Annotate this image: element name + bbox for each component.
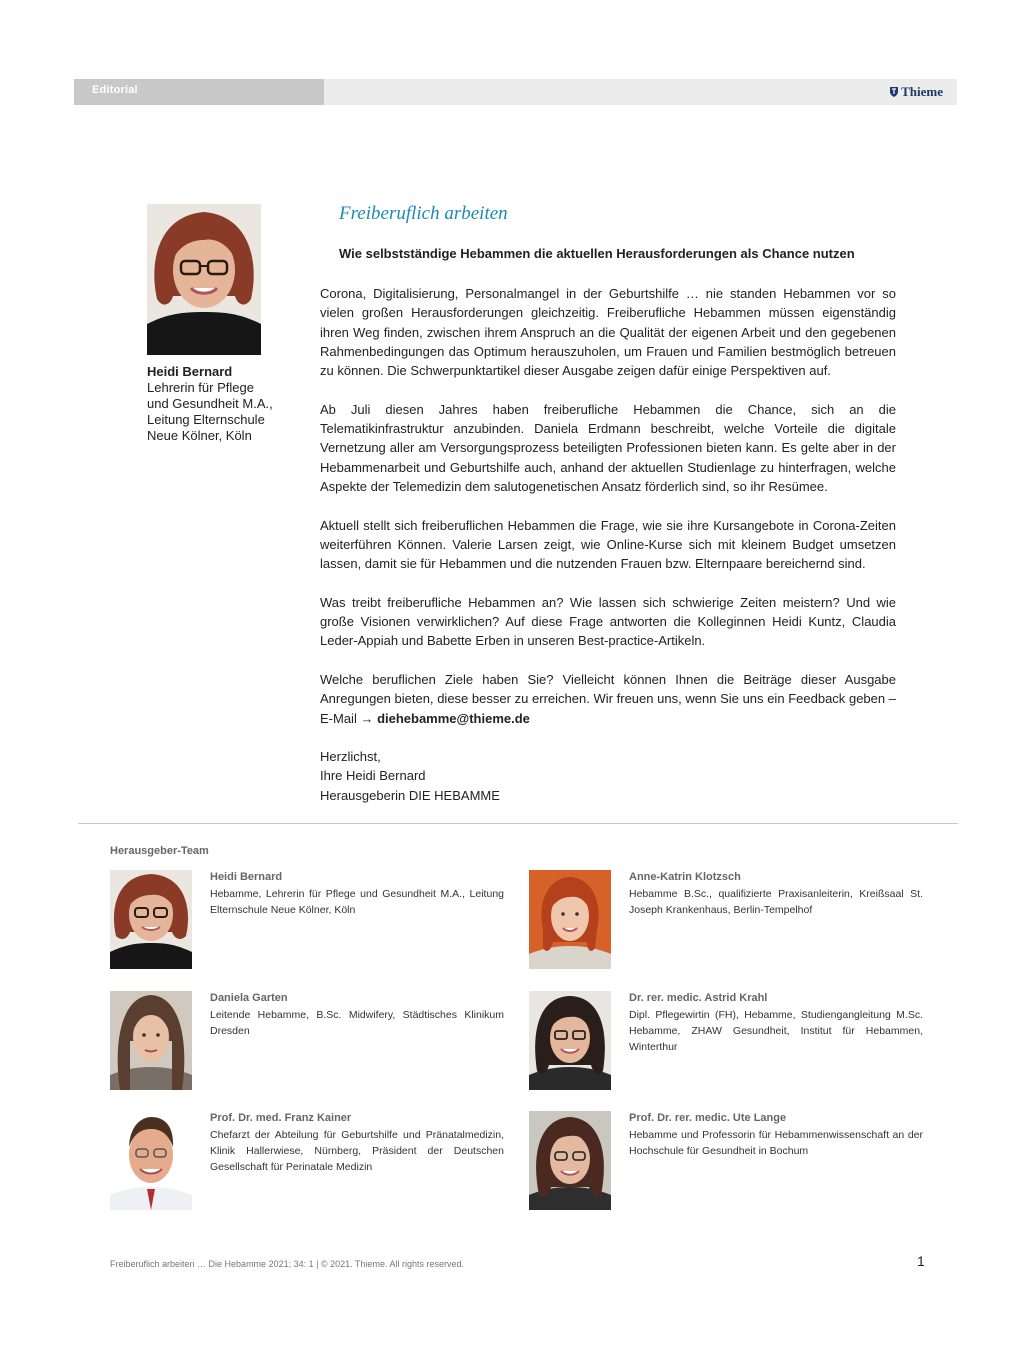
section-label: Editorial bbox=[92, 84, 138, 96]
publisher-logo bbox=[889, 84, 943, 100]
member-name: Anne-Katrin Klotzsch bbox=[629, 871, 741, 883]
article-body bbox=[320, 284, 896, 747]
team-member bbox=[529, 870, 949, 970]
member-photo bbox=[110, 991, 192, 1090]
team-member bbox=[110, 870, 530, 970]
signoff-line: Ihre Heidi Bernard bbox=[320, 768, 426, 784]
thieme-shield-icon bbox=[889, 86, 899, 98]
author-line: Neue Kölner, Köln bbox=[147, 428, 252, 443]
author-line: und Gesundheit M.A., bbox=[147, 396, 273, 411]
member-description: Hebamme und Professorin für Hebammenwissenschaft an der Hochschule für Gesundheit in Bochum bbox=[629, 1129, 923, 1157]
article-title: Freiberuflich arbeiten bbox=[339, 203, 508, 224]
team-member bbox=[110, 991, 530, 1091]
contact-text: Welche beruflichen Ziele haben Sie? Vielleicht können Ihnen die Beiträge dieser Ausgabe Anregungen bieten, diese besser zu erreichen. Wir freuen uns, wenn Sie uns ein Feedback geben – E-Mail → bbox=[320, 671, 896, 726]
member-name: Dr. rer. medic. Astrid Krahl bbox=[629, 992, 768, 1004]
body-paragraph: Corona, Digitalisierung, Personalmangel in der Geburtshilfe … nie standen Hebammen vor so vielen großen Herausforderungen gleichzeitig. Freiberufliche Hebammen müssen eigenständig ihren Weg finden, zwischen ihrem Anspruch an die Qualität der eigenen Arbeit und den gegebenen Rahmenbedingungen das Optimum herauszuholen, um Frauen und Familien bestmöglich betreuen zu können. Die Schwerpunktartikel dieser Ausgabe zeigen dafür einige Perspektiven auf. bbox=[320, 286, 896, 379]
author-line: Lehrerin für Pflege bbox=[147, 380, 254, 395]
header-bar bbox=[74, 79, 957, 105]
member-name: Daniela Garten bbox=[210, 992, 288, 1004]
member-photo bbox=[529, 1111, 611, 1210]
email-link[interactable]: diehebamme@thieme.de bbox=[377, 710, 530, 726]
member-photo bbox=[529, 870, 611, 969]
member-name: Prof. Dr. med. Franz Kainer bbox=[210, 1112, 352, 1124]
body-paragraph: Ab Juli diesen Jahres haben freiberufliche Hebammen die Chance, sich an die Telematikinfrastruktur anzubinden. Daniela Erdmann beschreibt, welche Vorteile die digitale Vernetzung aller am Versorgungsprozess beteiligten Professionen bieten kann. Es gelte aber in der Hebammenarbeit und Geburtshilfe auch, anhand der aktuellen Studienlage zu hinterfragen, welche Aspekte der Telemedizin dem salutogenetischen Ansatz förderlich sind, so ihr Resümee. bbox=[320, 401, 896, 494]
member-description: Chefarzt der Abteilung für Geburtshilfe und Pränatalmedizin, Klinik Hallerwiese, Nürnberg, Präsident der Deutschen Gesellschaft für Perinatale Medizin bbox=[210, 1129, 504, 1173]
signoff-line: Herausgeberin DIE HEBAMME bbox=[320, 787, 500, 803]
signoff-line: Herzlichst, bbox=[320, 749, 381, 764]
author-caption bbox=[147, 364, 297, 444]
article-subtitle: Wie selbstständige Hebammen die aktuellen Herausforderungen als Chance nutzen bbox=[339, 246, 855, 261]
section-label-box bbox=[74, 79, 324, 105]
member-photo bbox=[110, 1111, 192, 1210]
page-number: 1 bbox=[917, 1253, 925, 1269]
member-description: Dipl. Pflegewirtin (FH), Hebamme, Studiengangleitung M.Sc. Hebamme, ZHAW Gesundheit, Institut für Hebammen, Winterthur bbox=[629, 1009, 923, 1053]
section-divider bbox=[78, 823, 958, 824]
team-member bbox=[529, 991, 949, 1091]
team-member bbox=[110, 1111, 530, 1211]
team-member bbox=[529, 1111, 949, 1211]
member-description: Leitende Hebamme, B.Sc. Midwifery, Städtisches Klinikum Dresden bbox=[210, 1009, 504, 1037]
publisher-name: Thieme bbox=[901, 84, 943, 99]
member-photo bbox=[110, 870, 192, 969]
body-paragraph: Was treibt freiberufliche Hebammen an? Wie lassen sich schwierige Zeiten meistern? Und wie große Visionen verwirklichen? Auf diese Frage antworten die Kolleginnen Heidi Kuntz, Claudia Leder-Appiah und Babette Erben in unseren Best-practice-Artikeln. bbox=[320, 594, 896, 649]
body-paragraph-contact bbox=[320, 670, 896, 728]
author-name: Heidi Bernard bbox=[147, 364, 233, 379]
author-portrait bbox=[147, 204, 261, 355]
member-description: Hebamme B.Sc., qualifizierte Praxisanleiterin, Kreißsaal St. Joseph Krankenhaus, Berlin-Tempelhof bbox=[629, 888, 923, 916]
footer-citation: Freiberuflich arbeiten … Die Hebamme 2021; 34: 1 | © 2021. Thieme. All rights reserved. bbox=[110, 1259, 464, 1269]
member-name: Prof. Dr. rer. medic. Ute Lange bbox=[629, 1112, 787, 1124]
author-line: Leitung Elternschule bbox=[147, 412, 265, 427]
team-heading: Herausgeber-Team bbox=[110, 845, 209, 857]
member-photo bbox=[529, 991, 611, 1090]
body-paragraph: Aktuell stellt sich freiberuflichen Hebammen die Frage, wie sie ihre Kursangebote in Corona-Zeiten weiterführen Können. Valerie Larsen zeigt, wie Online-Kurse sich mit kleinem Budget umsetzen lassen, damit sie für Hebammen und die nutzenden Frauen bzw. Elternpaare bereichernd sind. bbox=[320, 517, 896, 572]
member-name: Heidi Bernard bbox=[210, 871, 283, 883]
signoff bbox=[320, 747, 500, 805]
member-description: Hebamme, Lehrerin für Pflege und Gesundheit M.A., Leitung Elternschule Neue Kölner, Köln bbox=[210, 888, 504, 916]
